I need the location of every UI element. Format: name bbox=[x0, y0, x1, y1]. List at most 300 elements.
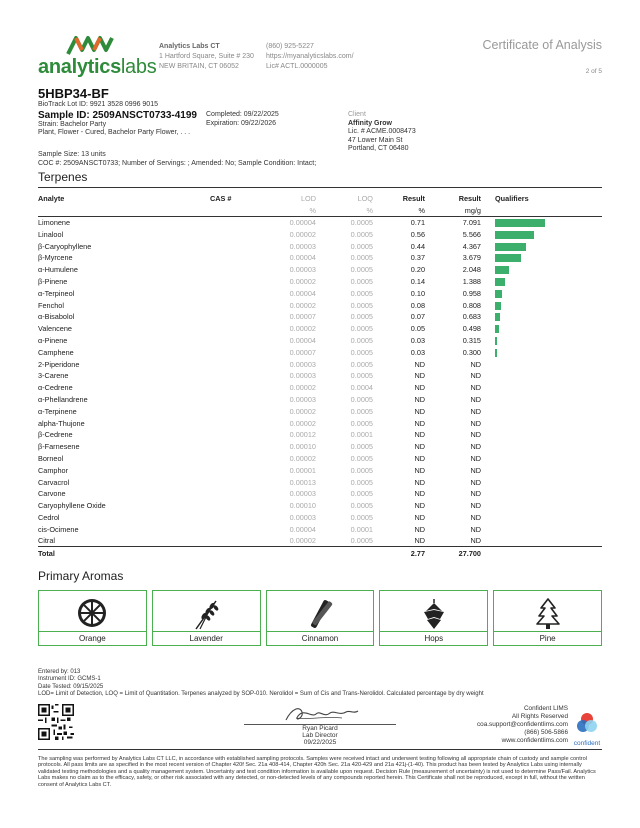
qualifier-cell bbox=[481, 217, 602, 229]
loq-value: 0.0005 bbox=[350, 241, 373, 251]
qualifier-cell bbox=[481, 370, 602, 382]
qualifier-cell bbox=[481, 323, 602, 335]
lod-value: 0.00010 bbox=[289, 501, 316, 511]
result-pct: ND bbox=[414, 442, 425, 452]
lab-phone: (860) 925-5227 bbox=[266, 43, 314, 50]
aroma-label: Orange bbox=[39, 631, 146, 645]
logo-wordmark: analyticslabs bbox=[38, 56, 157, 78]
loq-value: 0.0005 bbox=[350, 442, 373, 452]
qualifier-cell bbox=[481, 523, 602, 535]
completed-date: Completed: 09/22/2025 bbox=[206, 111, 279, 118]
cas-number bbox=[210, 535, 264, 547]
result-mg: ND bbox=[470, 442, 481, 452]
aroma-label: Lavender bbox=[153, 631, 260, 645]
table-row bbox=[38, 453, 602, 465]
cas-number bbox=[210, 476, 264, 488]
result-bar bbox=[495, 349, 497, 357]
result-pct: 0.56 bbox=[410, 229, 425, 239]
result-mg: ND bbox=[470, 453, 481, 463]
loq-value: 0.0001 bbox=[350, 524, 373, 534]
analyte-name: β-Pinene bbox=[38, 276, 68, 286]
loq-value: 0.0005 bbox=[350, 300, 373, 310]
qualifier-cell bbox=[481, 382, 602, 394]
aroma-card-orange bbox=[38, 590, 147, 646]
cas-number bbox=[210, 228, 264, 240]
result-pct: 0.20 bbox=[410, 265, 425, 275]
cas-number bbox=[210, 240, 264, 252]
lod-value: 0.00002 bbox=[289, 383, 316, 393]
loq-value: 0.0005 bbox=[350, 359, 373, 369]
result-pct: ND bbox=[414, 477, 425, 487]
col-lod: LOD bbox=[300, 194, 316, 204]
cas-number bbox=[210, 346, 264, 358]
document-title: Certificate of Analysis bbox=[482, 38, 602, 52]
qualifier-cell bbox=[481, 500, 602, 512]
cas-number bbox=[210, 323, 264, 335]
signatory bbox=[244, 726, 396, 746]
result-mg: ND bbox=[470, 477, 481, 487]
client-address2: Portland, CT 06480 bbox=[348, 145, 409, 152]
result-mg: 5.566 bbox=[462, 229, 481, 239]
aromas-section-title: Primary Aromas bbox=[38, 569, 124, 583]
qr-code-icon[interactable] bbox=[38, 704, 74, 740]
qualifier-cell bbox=[481, 240, 602, 252]
result-mg: ND bbox=[470, 406, 481, 416]
total-pct: 2.77 bbox=[410, 548, 425, 558]
lod-value: 0.00004 bbox=[289, 524, 316, 534]
loq-value: 0.0005 bbox=[350, 512, 373, 522]
col-loq: LOQ bbox=[357, 194, 373, 204]
lod-value: 0.00003 bbox=[289, 265, 316, 275]
result-mg: ND bbox=[470, 430, 481, 440]
cas-number bbox=[210, 264, 264, 276]
loq-value: 0.0005 bbox=[350, 453, 373, 463]
lims-phone: (866) 506-5866 bbox=[524, 729, 568, 736]
analytics-labs-logo-icon bbox=[66, 34, 116, 56]
pine-tree-icon bbox=[532, 597, 564, 631]
lab-address-line1: 1 Hartford Square, Suite # 230 bbox=[159, 53, 254, 60]
loq-value: 0.0005 bbox=[350, 406, 373, 416]
table-row bbox=[38, 382, 602, 394]
signoff-date: 09/22/2025 bbox=[303, 738, 337, 746]
lod-value: 0.00003 bbox=[289, 371, 316, 381]
table-row bbox=[38, 217, 602, 229]
terpenes-table bbox=[38, 193, 602, 559]
result-mg: 3.679 bbox=[462, 253, 481, 263]
qualifier-cell bbox=[481, 287, 602, 299]
client-name: Affinity Grow bbox=[348, 119, 392, 127]
analyte-name: β-Farnesene bbox=[38, 442, 80, 452]
result-pct: ND bbox=[414, 524, 425, 534]
table-row bbox=[38, 429, 602, 441]
table-row bbox=[38, 500, 602, 512]
lod-value: 0.00002 bbox=[289, 406, 316, 416]
col-analyte: Analyte bbox=[38, 194, 65, 204]
cas-number bbox=[210, 394, 264, 406]
client-block bbox=[348, 111, 416, 154]
result-pct: 0.07 bbox=[410, 312, 425, 322]
client-address1: 47 Lower Main St bbox=[348, 136, 403, 144]
aroma-card-lavender bbox=[152, 590, 261, 646]
table-row bbox=[38, 299, 602, 311]
result-bar bbox=[495, 302, 501, 310]
lod-value: 0.00001 bbox=[289, 465, 316, 475]
result-pct: 0.08 bbox=[410, 300, 425, 310]
analyte-name: 3-Carene bbox=[38, 371, 69, 381]
analyte-name: α-Terpinene bbox=[38, 406, 77, 416]
aroma-label: Hops bbox=[380, 631, 487, 645]
result-pct: 0.05 bbox=[410, 324, 425, 334]
result-bar bbox=[495, 243, 526, 251]
qualifier-cell bbox=[481, 358, 602, 370]
analyte-name: β-Myrcene bbox=[38, 253, 73, 263]
loq-value: 0.0005 bbox=[350, 276, 373, 286]
expiration-date: Expiration: 09/22/2026 bbox=[206, 119, 277, 127]
result-pct: 0.71 bbox=[410, 218, 425, 228]
analyte-name: 2-Piperidone bbox=[38, 359, 80, 369]
table-header-row bbox=[38, 193, 602, 205]
table-row bbox=[38, 523, 602, 535]
loq-value: 0.0005 bbox=[350, 265, 373, 275]
cas-number bbox=[210, 523, 264, 535]
sample-id: Sample ID: 2509ANSCT0733-4199 bbox=[38, 109, 197, 121]
result-bar bbox=[495, 278, 505, 286]
instrument-id: Instrument ID: GCMS-1 bbox=[38, 676, 101, 683]
cas-number bbox=[210, 276, 264, 288]
cas-number bbox=[210, 335, 264, 347]
table-row bbox=[38, 311, 602, 323]
analyte-name: β-Caryophyllene bbox=[38, 241, 92, 251]
lims-name: Confident LIMS bbox=[523, 705, 568, 712]
lims-rights: All Rights Reserved bbox=[511, 713, 568, 720]
cas-number bbox=[210, 417, 264, 429]
result-bar bbox=[495, 290, 502, 298]
result-mg: 0.683 bbox=[462, 312, 481, 322]
lod-value: 0.00003 bbox=[289, 241, 316, 251]
aromas-row bbox=[38, 590, 602, 646]
loq-value: 0.0005 bbox=[350, 324, 373, 334]
aroma-card-hops bbox=[379, 590, 488, 646]
analyte-name: α-Bisabolol bbox=[38, 312, 75, 322]
analyte-name: Limonene bbox=[38, 218, 71, 228]
analyte-name: α-Humulene bbox=[38, 265, 78, 275]
sample-strain: Strain: Bachelor Party bbox=[38, 120, 107, 128]
confident-logo-text: confident bbox=[573, 740, 601, 747]
table-row bbox=[38, 476, 602, 488]
table-row bbox=[38, 358, 602, 370]
result-mg: ND bbox=[470, 383, 481, 393]
lims-website-link[interactable]: www.confidentlims.com bbox=[501, 737, 568, 744]
lod-value: 0.00004 bbox=[289, 253, 316, 263]
cas-number bbox=[210, 382, 264, 394]
result-mg: 0.498 bbox=[462, 324, 481, 334]
qualifier-cell bbox=[481, 417, 602, 429]
qualifier-cell bbox=[481, 252, 602, 264]
col-qualifiers: Qualifiers bbox=[495, 194, 529, 204]
result-pct: 0.03 bbox=[410, 335, 425, 345]
table-row bbox=[38, 346, 602, 358]
lod-value: 0.00002 bbox=[289, 300, 316, 310]
result-bar bbox=[495, 337, 497, 345]
analyte-name: Linalool bbox=[38, 229, 64, 239]
analyte-name: cis-Ocimene bbox=[38, 524, 79, 534]
qualifier-cell bbox=[481, 464, 602, 476]
cas-number bbox=[210, 287, 264, 299]
qualifier-cell bbox=[481, 488, 602, 500]
analyte-name: α-Phellandrene bbox=[38, 394, 88, 404]
total-mg: 27.700 bbox=[458, 548, 481, 558]
lod-value: 0.00002 bbox=[289, 418, 316, 428]
cas-number bbox=[210, 299, 264, 311]
client-label: Client bbox=[348, 111, 366, 118]
analyte-name: Camphene bbox=[38, 347, 74, 357]
table-row bbox=[38, 240, 602, 252]
qualifier-cell bbox=[481, 346, 602, 358]
aroma-label: Cinnamon bbox=[267, 631, 374, 645]
table-row bbox=[38, 512, 602, 524]
qualifier-cell bbox=[481, 335, 602, 347]
confident-logo-icon bbox=[576, 712, 598, 734]
sample-code: 5HBP34-BF bbox=[38, 86, 109, 101]
loq-value: 0.0005 bbox=[350, 536, 373, 546]
page-number: 2 of 5 bbox=[585, 68, 602, 75]
loq-value: 0.0005 bbox=[350, 465, 373, 475]
qualifier-cell bbox=[481, 453, 602, 465]
loq-value: 0.0005 bbox=[350, 229, 373, 239]
lod-value: 0.00013 bbox=[289, 477, 316, 487]
qualifier-cell bbox=[481, 264, 602, 276]
cas-number bbox=[210, 464, 264, 476]
signatory-name: Ryan Picard bbox=[302, 725, 338, 732]
analyte-name: Cedrol bbox=[38, 512, 60, 522]
table-row bbox=[38, 370, 602, 382]
qualifier-cell bbox=[481, 429, 602, 441]
aroma-card-cinnamon bbox=[266, 590, 375, 646]
result-mg: ND bbox=[470, 394, 481, 404]
result-mg: ND bbox=[470, 524, 481, 534]
lab-website-link[interactable]: https://myanalyticslabs.com/ bbox=[266, 53, 354, 60]
table-row bbox=[38, 405, 602, 417]
qualifier-cell bbox=[481, 512, 602, 524]
lab-address bbox=[159, 42, 254, 72]
sample-matrix: Plant, Flower - Cured, Bachelor Party Flower, . . . bbox=[38, 129, 191, 136]
result-mg: 7.091 bbox=[462, 218, 481, 228]
qualifier-cell bbox=[481, 394, 602, 406]
result-pct: ND bbox=[414, 489, 425, 499]
analyte-name: α-Cedrene bbox=[38, 383, 73, 393]
analyte-name: Citral bbox=[38, 536, 56, 546]
loq-value: 0.0005 bbox=[350, 477, 373, 487]
lab-license: Lic# ACTL.0000005 bbox=[266, 63, 328, 70]
result-mg: ND bbox=[470, 371, 481, 381]
result-pct: 0.37 bbox=[410, 253, 425, 263]
lod-loq-legend: LOD= Limit of Detection, LOQ = Limit of Quantitation. Terpenes analyzed by SOP-010. Nerolidol = Sum of Cis and Trans-Nerolidol. Calculated percentage by dry weight bbox=[38, 690, 484, 697]
lod-value: 0.00002 bbox=[289, 536, 316, 546]
lod-value: 0.00002 bbox=[289, 229, 316, 239]
result-pct: ND bbox=[414, 536, 425, 546]
result-pct: ND bbox=[414, 406, 425, 416]
col-result-pct: Result bbox=[402, 194, 425, 204]
result-mg: 0.808 bbox=[462, 300, 481, 310]
loq-value: 0.0005 bbox=[350, 218, 373, 228]
signatory-role: Lab Director bbox=[302, 731, 338, 739]
loq-value: 0.0005 bbox=[350, 371, 373, 381]
result-pct: ND bbox=[414, 501, 425, 511]
cas-number bbox=[210, 441, 264, 453]
lod-value: 0.00007 bbox=[289, 312, 316, 322]
cas-number bbox=[210, 358, 264, 370]
result-bar bbox=[495, 266, 509, 274]
total-row bbox=[38, 547, 602, 559]
table-row bbox=[38, 252, 602, 264]
loq-value: 0.0005 bbox=[350, 394, 373, 404]
result-pct: 0.44 bbox=[410, 241, 425, 251]
result-pct: ND bbox=[414, 418, 425, 428]
unit-lod: % bbox=[309, 205, 316, 215]
lod-value: 0.00003 bbox=[289, 359, 316, 369]
cas-number bbox=[210, 500, 264, 512]
orange-slice-icon bbox=[76, 597, 108, 629]
result-mg: ND bbox=[470, 418, 481, 428]
lod-value: 0.00004 bbox=[289, 335, 316, 345]
loq-value: 0.0005 bbox=[350, 288, 373, 298]
terpenes-section-title: Terpenes bbox=[38, 170, 88, 184]
analyte-name: Carvone bbox=[38, 489, 66, 499]
unit-result-mg: mg/g bbox=[464, 205, 481, 215]
result-mg: ND bbox=[470, 536, 481, 546]
result-bar bbox=[495, 313, 500, 321]
table-row bbox=[38, 417, 602, 429]
result-pct: 0.03 bbox=[410, 347, 425, 357]
sample-details bbox=[38, 101, 197, 138]
table-row bbox=[38, 335, 602, 347]
analyte-name: Valencene bbox=[38, 324, 72, 334]
qualifier-cell bbox=[481, 405, 602, 417]
lims-email-link[interactable]: coa.support@confidentlims.com bbox=[476, 721, 568, 728]
table-row bbox=[38, 488, 602, 500]
result-pct: ND bbox=[414, 394, 425, 404]
analyte-name: alpha-Thujone bbox=[38, 418, 85, 428]
table-row bbox=[38, 323, 602, 335]
lims-contact bbox=[477, 705, 568, 745]
lab-name: Analytics Labs CT bbox=[159, 43, 220, 50]
analyte-name: β-Cedrene bbox=[38, 430, 73, 440]
cas-number bbox=[210, 405, 264, 417]
lavender-icon bbox=[190, 597, 222, 631]
result-pct: ND bbox=[414, 371, 425, 381]
analyte-name: Camphor bbox=[38, 465, 69, 475]
cas-number bbox=[210, 512, 264, 524]
aroma-label: Pine bbox=[494, 631, 601, 645]
qualifier-cell bbox=[481, 535, 602, 547]
loq-value: 0.0005 bbox=[350, 347, 373, 357]
sample-dates bbox=[206, 111, 279, 128]
cas-number bbox=[210, 252, 264, 264]
signature-image bbox=[282, 704, 362, 726]
result-mg: ND bbox=[470, 465, 481, 475]
disclaimer: The sampling was performed by Analytics Labs CT LLC, in accordance with established sampling protocols. Samples were received intact and underwent testing following all appropriate chain of custody and sample control protocols. All pass limits are as specified in the most recent version of Chapter 420f Sec. 21a 408-414, Chapter 420h Sec. 21a 420-429 and 21a 421j-(1-40). This product has been tested by Analytics Labs using internally validated testing methodologies and a quality management system. Uncertainty and test condition information is available upon request. Decision Rule (measurement of uncertainty) is not used to determine Pass/Fail. Analytics Labs makes no claim as to the efficacy, safety, or other risk associated with any detected, or non-detected levels of any compounds reported herein. This Certificate shall not be reproduced, except in full, without the written consent of Analytics Labs CT. bbox=[38, 756, 596, 788]
cas-number bbox=[210, 453, 264, 465]
lod-value: 0.00003 bbox=[289, 489, 316, 499]
lod-value: 0.00007 bbox=[289, 347, 316, 357]
sample-size: Sample Size: 13 units bbox=[38, 151, 106, 158]
analyte-name: α-Pinene bbox=[38, 335, 68, 345]
table-row bbox=[38, 228, 602, 240]
analyte-name: α-Terpineol bbox=[38, 288, 75, 298]
result-pct: 0.10 bbox=[410, 288, 425, 298]
col-cas: CAS # bbox=[210, 194, 232, 204]
result-pct: ND bbox=[414, 430, 425, 440]
result-pct: 0.14 bbox=[410, 276, 425, 286]
result-mg: 1.388 bbox=[462, 276, 481, 286]
result-mg: ND bbox=[470, 512, 481, 522]
units-row bbox=[38, 205, 602, 217]
cas-number bbox=[210, 370, 264, 382]
footer-divider bbox=[38, 749, 602, 750]
lod-value: 0.00003 bbox=[289, 512, 316, 522]
result-mg: 0.315 bbox=[462, 335, 481, 345]
table-row bbox=[38, 287, 602, 299]
result-bar bbox=[495, 231, 534, 239]
unit-result-pct: % bbox=[418, 205, 425, 215]
lab-address-line2: NEW BRITAIN, CT 06052 bbox=[159, 63, 239, 70]
result-mg: ND bbox=[470, 359, 481, 369]
total-label: Total bbox=[38, 548, 55, 558]
client-license: Lic. # ACME.0008473 bbox=[348, 128, 416, 135]
cas-number bbox=[210, 429, 264, 441]
result-mg: 0.300 bbox=[462, 347, 481, 357]
table-row bbox=[38, 276, 602, 288]
table-row bbox=[38, 441, 602, 453]
result-bar bbox=[495, 254, 521, 262]
lod-value: 0.00002 bbox=[289, 453, 316, 463]
result-pct: ND bbox=[414, 359, 425, 369]
qualifier-cell bbox=[481, 276, 602, 288]
loq-value: 0.0005 bbox=[350, 312, 373, 322]
date-tested: Date Tested: 09/15/2025 bbox=[38, 683, 104, 690]
loq-value: 0.0005 bbox=[350, 335, 373, 345]
qualifier-cell bbox=[481, 299, 602, 311]
analyte-name: Carvacrol bbox=[38, 477, 70, 487]
lod-value: 0.00002 bbox=[289, 276, 316, 286]
cinnamon-icon bbox=[304, 597, 336, 631]
confident-logo bbox=[572, 712, 602, 747]
loq-value: 0.0001 bbox=[350, 430, 373, 440]
lod-value: 0.00004 bbox=[289, 288, 316, 298]
result-bar bbox=[495, 219, 545, 227]
lod-value: 0.00003 bbox=[289, 394, 316, 404]
lod-value: 0.00002 bbox=[289, 324, 316, 334]
cas-number bbox=[210, 488, 264, 500]
lod-value: 0.00004 bbox=[289, 218, 316, 228]
table-row bbox=[38, 264, 602, 276]
loq-value: 0.0004 bbox=[350, 383, 373, 393]
result-pct: ND bbox=[414, 512, 425, 522]
col-result-mg: Result bbox=[458, 194, 481, 204]
result-mg: ND bbox=[470, 501, 481, 511]
table-row bbox=[38, 394, 602, 406]
biotrack-lot-id: BioTrack Lot ID: 9921 3528 0996 9015 bbox=[38, 101, 158, 108]
loq-value: 0.0005 bbox=[350, 489, 373, 499]
qualifier-cell bbox=[481, 441, 602, 453]
qualifier-cell bbox=[481, 311, 602, 323]
cas-number bbox=[210, 311, 264, 323]
coc-info: COC #: 2509ANSCT0733; Number of Servings: ; Amended: No; Sample Condition: Intact; bbox=[38, 159, 317, 167]
analyte-name: Borneol bbox=[38, 453, 64, 463]
result-mg: ND bbox=[470, 489, 481, 499]
lab-contact bbox=[266, 42, 354, 72]
analyte-name: Caryophyllene Oxide bbox=[38, 501, 106, 511]
